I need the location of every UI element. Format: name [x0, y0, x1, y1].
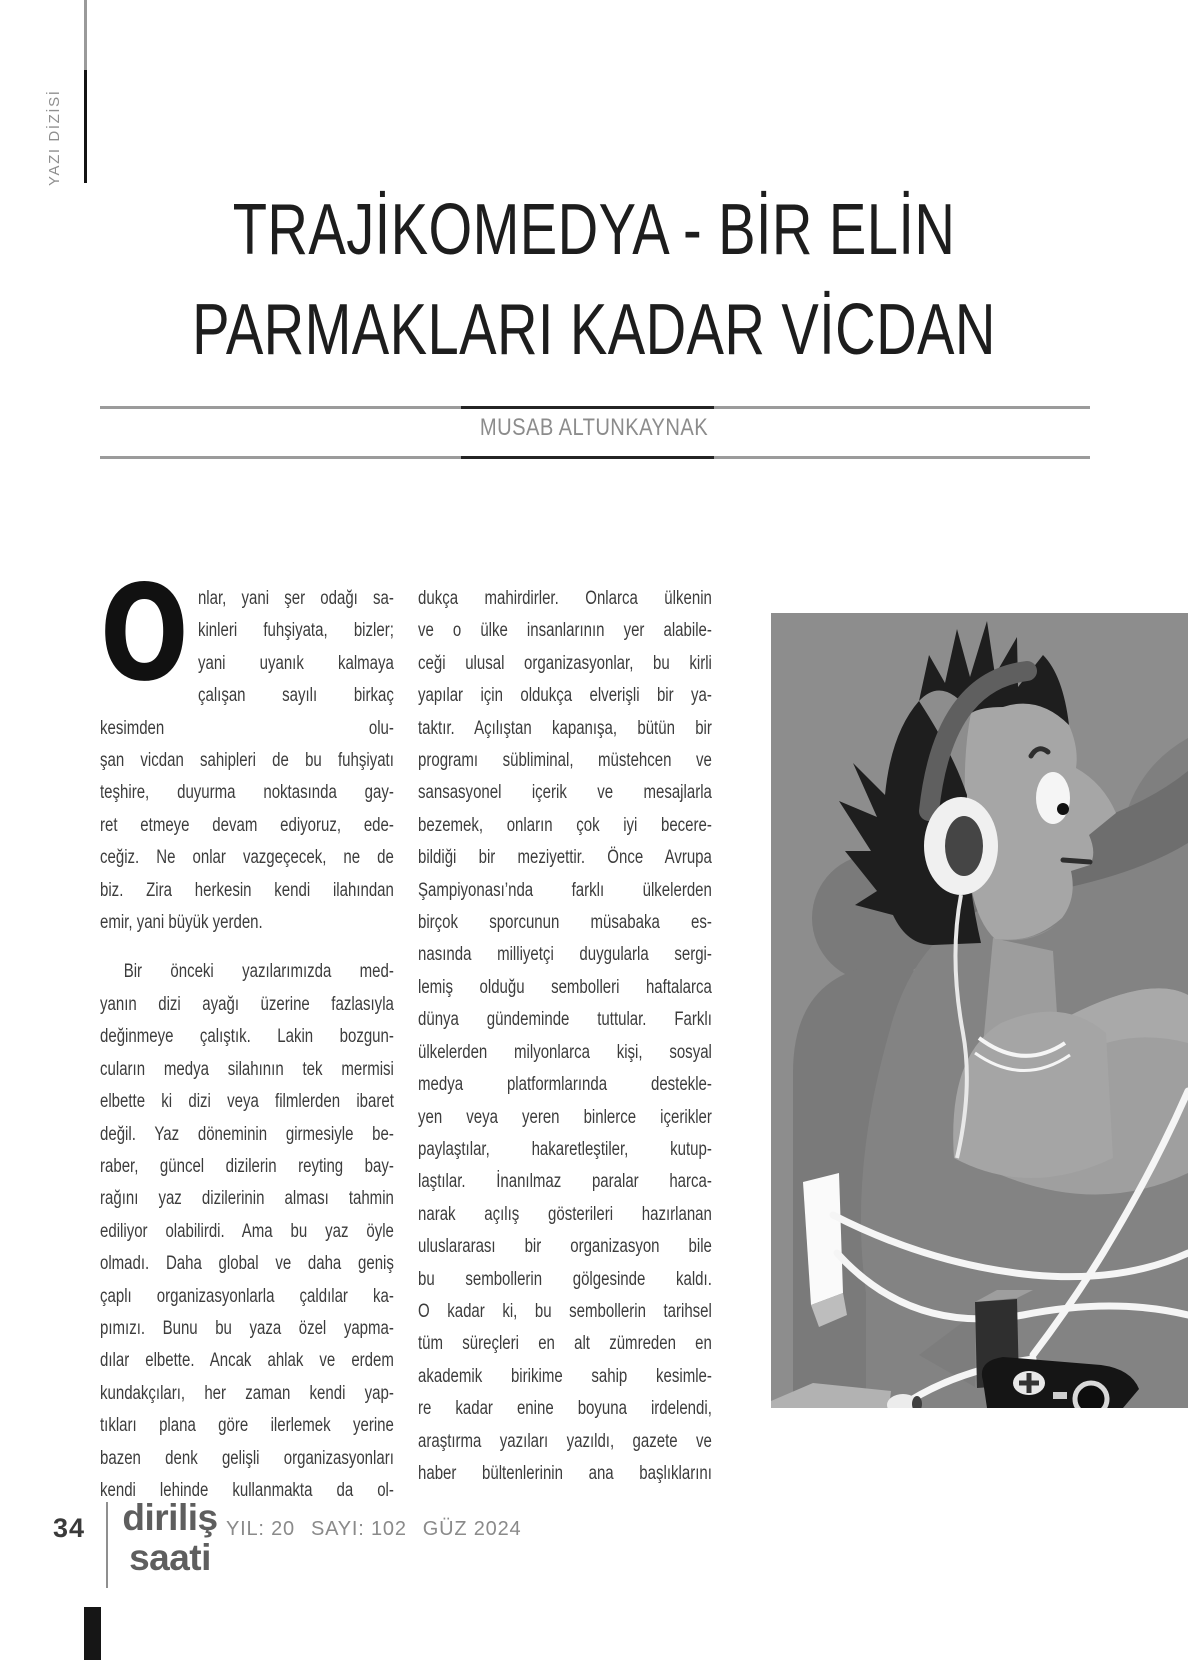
- body-text-line: ediliyor olabilirdi. Ama bu yaz öyle: [100, 1220, 394, 1242]
- body-text-line: yapılar için oldukça elverişli bir ya-: [418, 685, 712, 707]
- body-text-line: medya platformlarında destekle-: [418, 1074, 712, 1096]
- body-text-line: değil. Yaz döneminin girmesiyle be-: [100, 1123, 394, 1145]
- author-name: MUSAB ALTUNKAYNAK: [479, 414, 709, 441]
- body-text-line: nasında milliyetçi duygularla sergi-: [418, 944, 712, 966]
- body-text-line: birçok sporcunun müsabaka es-: [418, 912, 712, 934]
- author-rule-top: [100, 406, 1090, 409]
- body-text-line: O kadar ki, bu sembollerin tarihsel: [418, 1300, 712, 1322]
- body-text-line: şan vicdan sahipleri de bu fuhşiyatı: [100, 750, 394, 772]
- body-column-2: [418, 583, 712, 1490]
- body-text-line: re kadar enine boyuna irdelendi,: [418, 1398, 712, 1420]
- article-title: [131, 180, 1058, 380]
- series-kicker-vertical: YAZI DİZİSİ: [46, 89, 63, 186]
- body-text-line: sansasyonel içerik ve mesajlarla: [418, 782, 712, 804]
- body-text-line: dukça mahirdirler. Onlarca ülkenin: [418, 588, 712, 609]
- body-text-line: lemiş olduğu sembolleri haftalarca: [418, 976, 712, 998]
- paragraph-2: [100, 956, 394, 1507]
- rule-segment: [100, 406, 461, 409]
- body-text-line: ceğiz. Ne onlar vazgeçecek, ne de: [100, 847, 394, 869]
- body-text-line: bu sembollerin gölgesinde kaldı.: [418, 1268, 712, 1290]
- body-text-line: çalışan sayılı birkaç kesimden olu-: [100, 685, 394, 739]
- body-text-line: dünya gündeminde tuttular. Farklı: [418, 1009, 712, 1031]
- body-text-line: yani uyanık kalmaya: [197, 652, 394, 674]
- body-text-line: laştılar. İnanılmaz paralar harca-: [418, 1171, 712, 1193]
- body-text-line: uluslararası bir organizasyon bile: [418, 1236, 712, 1258]
- body-text-line: emir, yani büyük yerden.: [100, 912, 263, 934]
- body-text-line: nlar, yani şer odağı sa-: [197, 588, 394, 609]
- body-text-line: bazen denk gelişli organizasyonları: [100, 1447, 394, 1469]
- body-text-line: akademik birikime sahip kesimle-: [418, 1365, 712, 1387]
- body-text-line: bildiği bir meziyettir. Önce Avrupa: [418, 847, 712, 869]
- body-text-line: taktır. Açılıştan kapanışa, bütün bir: [418, 717, 712, 739]
- body-text-line: haber bültenlerinin ana başlıklarını: [418, 1462, 712, 1484]
- magazine-logo-line1: diriliş: [122, 1497, 218, 1538]
- body-text-line: raber, güncel dizilerin reyting bay-: [100, 1155, 394, 1177]
- rule-segment: [461, 406, 713, 409]
- body-text-line: teşhire, duyurma noktasında gay-: [100, 782, 394, 804]
- page-number: 34: [53, 1513, 86, 1543]
- body-text-line: değinmeye çalıştık. Lakin bozgun-: [100, 1026, 394, 1048]
- issue-season: GÜZ 2024: [422, 1518, 522, 1540]
- body-text-line: narak açılış gösterileri hazırlanan: [418, 1203, 712, 1225]
- rule-segment: [461, 456, 713, 459]
- body-text-line: paylaştılar, hakaretleştiler, kutup-: [418, 1138, 712, 1160]
- body-column-1: [100, 557, 394, 1507]
- body-text-line: tüm süreçleri en alt zümreden en: [418, 1333, 712, 1355]
- body-text-line: yanın dizi ayağı üzerine fazlasıyla: [100, 993, 394, 1015]
- issue-number: SAYI: 102: [310, 1518, 407, 1540]
- article-illustration: [771, 613, 1188, 1408]
- body-text-line: elbette ki dizi veya filmlerden ibaret: [100, 1091, 394, 1113]
- body-text-line: tıkları plana göre ilerlemek yerine: [100, 1415, 394, 1437]
- paragraph-1: [100, 557, 394, 939]
- body-text-line: araştırma yazıları yazıldı, gazete ve: [418, 1430, 712, 1452]
- body-text-line: programı sübliminal, müstehcen ve: [418, 750, 712, 772]
- body-text-line: ceği ulusal organizasyonlar, bu kirli: [418, 652, 712, 674]
- body-text-line: ret etmeye devam ediyoruz, ede-: [100, 814, 394, 836]
- magazine-logo: [120, 1498, 220, 1578]
- drop-cap: O: [100, 557, 189, 711]
- rule-segment: [714, 456, 1090, 459]
- bottom-left-bar: [84, 1607, 101, 1660]
- body-text-line: Bir önceki yazılarımızda med-: [123, 961, 394, 983]
- body-text-line: çaplı organizasyonlarla çaldılar ka-: [100, 1285, 394, 1307]
- footer-divider: [106, 1502, 108, 1588]
- body-text-line: biz. Zira herkesin kendi ilahından: [100, 879, 394, 901]
- body-text-line: yen veya yeren binlerce içerikler: [418, 1106, 712, 1128]
- body-text-line: kundakçıları, her zaman kendi yap-: [100, 1382, 394, 1404]
- body-text-line: ülkelerden milyonlarca kişi, sosyal: [418, 1041, 712, 1063]
- article-title-line2: PARMAKLARI KADAR VİCDAN: [192, 290, 996, 370]
- magazine-logo-line2: saati: [129, 1537, 211, 1578]
- issue-year: YIL: 20: [226, 1518, 295, 1540]
- paragraph-3-lines: [418, 583, 712, 1490]
- body-text-line: olmadı. Daha global ve daha geniş: [100, 1253, 394, 1275]
- body-text-line: kinleri fuhşiyata, bizler;: [197, 620, 394, 642]
- body-text-line: bezemek, onların çok iyi becere-: [418, 814, 712, 836]
- left-edge-rule-black: [84, 70, 87, 183]
- author-rule-bottom: [100, 456, 1090, 459]
- body-text-line: pımızı. Bunu bu yaza özel yapma-: [100, 1317, 394, 1339]
- left-edge-rule-gray: [84, 0, 87, 70]
- article-title-line1: TRAJİKOMEDYA - BİR ELİN: [232, 190, 956, 270]
- body-text-line: kendi lehinde kullanmakta da ol-: [100, 1479, 394, 1501]
- body-text-line: ve o ülke insanlarının yer alabile-: [418, 620, 712, 642]
- body-text-line: Şampiyonası’nda farklı ülkelerden: [418, 879, 712, 901]
- rule-segment: [714, 406, 1090, 409]
- paragraph-2-lines: [100, 956, 394, 1507]
- rule-segment: [100, 456, 461, 459]
- body-text-line: rağını yaz dizilerinin alması tahmin: [100, 1188, 394, 1210]
- paragraph-3: [418, 583, 712, 1490]
- body-text-line: cuların medya silahının tek mermisi: [100, 1058, 394, 1080]
- body-text-line: dılar elbette. Ancak ahlak ve erdem: [100, 1350, 394, 1372]
- issue-info: [226, 1518, 521, 1541]
